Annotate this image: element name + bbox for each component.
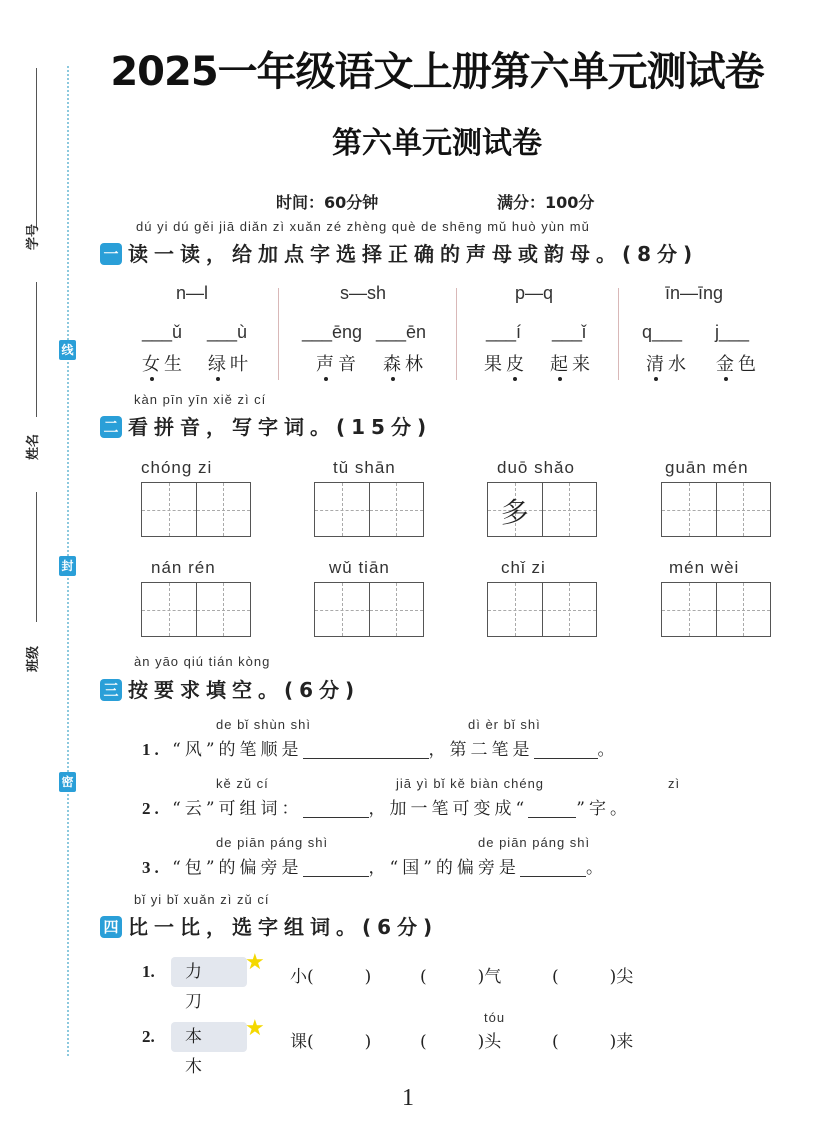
q-text: “包”的偏旁是	[172, 858, 303, 878]
writing-grid[interactable]	[141, 582, 251, 637]
writing-grid[interactable]	[661, 582, 771, 637]
q-text: ，第二笔是	[428, 740, 534, 760]
grid-pinyin: nán rén	[151, 558, 216, 577]
q-num: 3.	[142, 858, 163, 877]
answer-blank[interactable]	[534, 741, 598, 759]
page-subtitle: 第六单元测试卷	[332, 126, 542, 161]
s4-title: 比一比，选字组词。(6分)	[128, 915, 439, 939]
s4-badge: 四	[100, 916, 122, 938]
word: 绿叶	[208, 354, 252, 375]
emphasis-dot	[391, 377, 395, 381]
writing-grid[interactable]	[314, 482, 424, 537]
question-2	[142, 794, 631, 819]
fill-blank[interactable]: ( )来	[552, 1032, 634, 1052]
row-num: 1.	[142, 962, 155, 981]
q-text: 。	[597, 740, 619, 760]
row-num: 2.	[142, 1027, 155, 1046]
q-text: ，“国”的偏旁是	[368, 858, 520, 878]
s3-pinyin: àn yāo qiú tián kòng	[134, 654, 271, 669]
fill-blank[interactable]: 小( )	[290, 967, 372, 987]
s4-heading	[100, 911, 438, 940]
s2-title: 看拼音，写字词。(15分)	[128, 415, 433, 439]
s3-title: 按要求填空。(6分)	[128, 678, 361, 702]
emphasis-dot	[324, 377, 328, 381]
answer-blank[interactable]	[528, 800, 576, 818]
word: 金色	[716, 354, 760, 375]
full-score: 满分：100分	[497, 193, 595, 212]
word: 清水	[646, 354, 690, 375]
pair: īn—īng	[665, 283, 724, 303]
answer-blank[interactable]	[520, 859, 586, 877]
q-text: “风”的笔顺是	[172, 740, 303, 760]
emphasis-dot	[216, 377, 220, 381]
s2-badge: 二	[100, 416, 122, 438]
writing-grid[interactable]	[661, 482, 771, 537]
grid-pinyin: chóng zi	[141, 458, 213, 477]
answer-blank[interactable]: ___ǔ	[142, 322, 183, 342]
writing-grid[interactable]	[141, 482, 251, 537]
grid-pinyin: tǔ shān	[333, 458, 396, 477]
q-pinyin: zì	[668, 776, 681, 791]
q-pinyin: de bǐ shùn shì	[216, 717, 311, 732]
answer-blank[interactable]	[303, 859, 369, 877]
grid-pinyin: wǔ tiān	[329, 558, 390, 577]
pair: s—sh	[340, 283, 387, 303]
q-num: 2.	[142, 799, 163, 818]
s3-heading	[100, 674, 360, 703]
seal-seal: 封	[59, 556, 76, 576]
fill-blank[interactable]: 课( )	[290, 1032, 372, 1052]
emphasis-dot	[150, 377, 154, 381]
star-icon: ★	[245, 1016, 265, 1041]
grid-pinyin: guān mén	[665, 458, 749, 477]
word: 女生	[142, 354, 186, 375]
q-num: 1.	[142, 740, 163, 759]
name-line	[36, 282, 37, 417]
divider	[618, 288, 619, 380]
divider	[278, 288, 279, 380]
fill-blank[interactable]: ( )气	[420, 967, 502, 987]
s3-badge: 三	[100, 679, 122, 701]
q-pinyin: de piān páng shì	[216, 835, 329, 850]
fill-blank[interactable]: ( )尖	[552, 967, 634, 987]
time-limit: 时间：60分钟	[276, 193, 379, 212]
s2-pinyin: kàn pīn yīn xiě zì cí	[134, 392, 267, 407]
char-pair: 力 刀	[171, 957, 247, 987]
grid-pinyin: mén wèi	[669, 558, 740, 577]
s1-title: 读一读，给加点字选择正确的声母或韵母。(8分)	[128, 242, 699, 266]
answer-blank[interactable]: ___ù	[207, 322, 248, 342]
pair: p—q	[515, 283, 554, 303]
writing-grid[interactable]	[487, 482, 597, 537]
seal-secret: 密	[59, 772, 76, 792]
char-pair: 本 木	[171, 1022, 247, 1052]
pair: n—l	[176, 283, 209, 303]
q-text: ”字。	[576, 799, 631, 819]
student-no-label: 学号	[26, 223, 41, 250]
fill-blank[interactable]: ( )头	[420, 1032, 502, 1052]
q-text: 。	[585, 858, 607, 878]
answer-blank[interactable]: ___ēn	[376, 322, 427, 342]
writing-grid[interactable]	[487, 582, 597, 637]
q-pinyin: dì èr bǐ shì	[468, 717, 541, 732]
q-pinyin: jiā yì bǐ kě biàn chéng	[396, 776, 545, 791]
class-label: 班级	[26, 645, 41, 672]
divider	[456, 288, 457, 380]
emphasis-dot	[724, 377, 728, 381]
name-label: 姓名	[26, 433, 41, 460]
page-title: 2025一年级语文上册第六单元测试卷	[110, 49, 764, 95]
q-pinyin: kě zǔ cí	[216, 776, 269, 791]
grid-pinyin: chǐ zi	[501, 558, 546, 577]
s1-heading	[100, 238, 698, 267]
answer-blank[interactable]: ___ēng	[302, 322, 363, 342]
answer-blank[interactable]: ___ǐ	[552, 322, 587, 342]
class-line	[36, 492, 37, 622]
s2-heading	[100, 411, 432, 440]
grid-pinyin: duō shǎo	[497, 458, 575, 477]
question-1	[142, 735, 619, 760]
emphasis-dot	[513, 377, 517, 381]
given-char: 多	[500, 496, 529, 529]
s1-pinyin: dú yi dú gěi jiā diǎn zì xuǎn zé zhèng què de shēng mǔ huò yùn mǔ	[136, 219, 590, 234]
word: 声音	[316, 354, 360, 375]
word: 起来	[550, 354, 594, 375]
answer-blank[interactable]: ___í	[486, 322, 522, 342]
word: 果皮	[484, 354, 528, 375]
answer-blank[interactable]: q___	[642, 322, 683, 342]
writing-grid[interactable]	[314, 582, 424, 637]
q-text: “云”可组词：	[172, 799, 303, 819]
emphasis-dot	[558, 377, 562, 381]
star-icon: ★	[245, 950, 265, 975]
s4-pinyin: bǐ yi bǐ xuǎn zì zǔ cí	[134, 892, 270, 907]
answer-blank[interactable]: j___	[715, 322, 750, 342]
answer-blank[interactable]	[303, 800, 369, 818]
student-no-line	[36, 68, 37, 228]
page-number: 1	[402, 1085, 414, 1111]
q-pinyin: de piān páng shì	[478, 835, 591, 850]
answer-blank[interactable]	[303, 741, 429, 759]
s1-badge: 一	[100, 243, 122, 265]
seal-line: 线	[59, 340, 76, 360]
q-pinyin: tóu	[484, 1010, 506, 1025]
q-text: ，加一笔可变成“	[368, 799, 529, 819]
word: 森林	[383, 354, 427, 375]
emphasis-dot	[654, 377, 658, 381]
question-3	[142, 853, 607, 878]
